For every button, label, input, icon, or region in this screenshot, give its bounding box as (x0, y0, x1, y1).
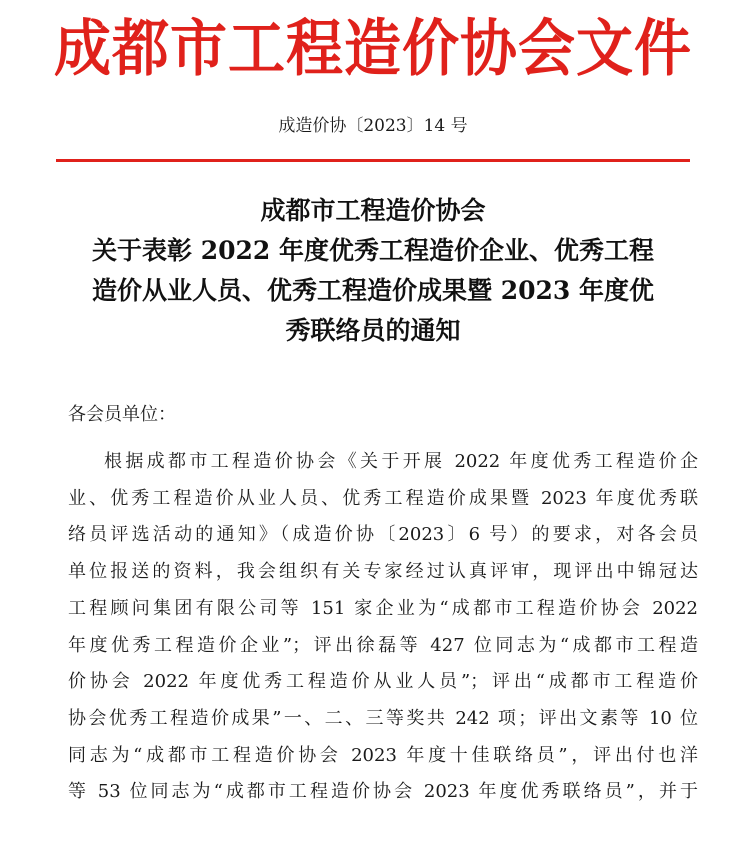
paragraph-line: 年度优秀工程造价企业”；评出徐磊等 427 位同志为“成都市工程造 (68, 634, 698, 656)
salutation: 各会员单位： (68, 404, 176, 425)
paragraph-line: 络员评选活动的通知》（成造价协〔2023〕6 号）的要求，对各会员 (68, 524, 698, 546)
paragraph-line: 业、优秀工程造价从业人员、优秀工程造价成果暨 2023 年度优秀联 (68, 487, 698, 509)
paragraph-line: 单位报送的资料，我会组织有关专家经过认真评审，现评出中锦冠达 (68, 561, 698, 583)
body-paragraph (68, 444, 698, 811)
title-line: 关于表彰 2022 年度优秀工程造价企业、优秀工程 (92, 236, 654, 265)
document-number: 成造价协〔2023〕14 号 (278, 116, 468, 136)
title-line: 造价从业人员、优秀工程造价成果暨 2023 年度优 (92, 276, 654, 305)
paragraph-line: 等 53 位同志为“成都市工程造价协会 2023 年度优秀联络员”，并于 (68, 781, 698, 803)
paragraph-line: 工程顾问集团有限公司等 151 家企业为“成都市工程造价协会 2022 (68, 597, 698, 619)
paragraph-line: 协会优秀工程造价成果”一、二、三等奖共 242 项；评出文素等 10 位 (68, 707, 698, 729)
paragraph-line: 价协会 2022 年度优秀工程造价从业人员”；评出“成都市工程造价 (68, 671, 698, 693)
paragraph-line: 同志为“成都市工程造价协会 2023 年度十佳联络员”，评出付也洋 (68, 744, 698, 766)
notice-body (68, 400, 698, 811)
masthead-title: 成都市工程造价协会文件 (54, 13, 692, 85)
red-divider-line (56, 159, 690, 162)
title-line: 秀联络员的通知 (285, 316, 461, 345)
notice-title (40, 191, 706, 351)
paragraph-line: 根据成都市工程造价协会《关于开展 2022 年度优秀工程造价企 (104, 451, 698, 472)
title-line: 成都市工程造价协会 (260, 196, 486, 225)
